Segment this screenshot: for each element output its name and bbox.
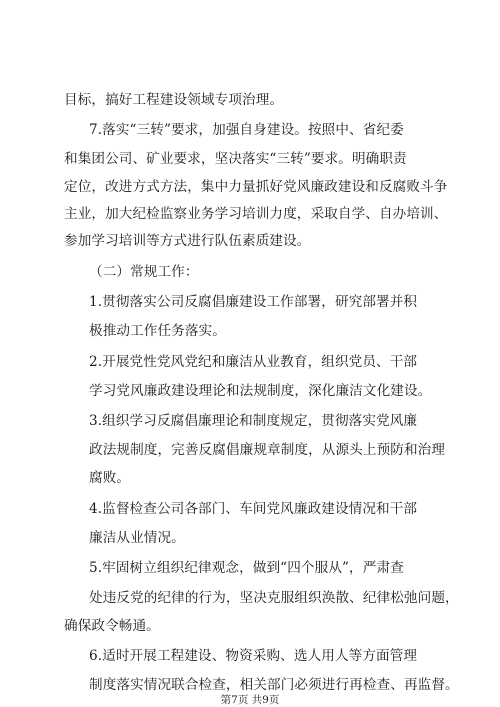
text-line: 政法规制度，完善反腐倡廉规章制度，从源头上预防和治理 (89, 442, 446, 458)
text-line: 主业，加大纪检监察业务学习培训力度，采取自学、自办培训、 (64, 206, 448, 222)
text-line: 定位，改进方式方法，集中力量抓好党风廉政建设和反腐败斗争 (64, 179, 448, 195)
text-line: 2.开展党性党风党纪和廉洁从业教育，组织党员、干部 (89, 354, 418, 370)
text-line: 5.牢固树立组织纪律观念，做到“四个服从”，严肃查 (89, 560, 404, 576)
text-line: 廉洁从业情况。 (89, 530, 185, 546)
text-line: 目标，搞好工程建设领域专项治理。 (64, 92, 284, 108)
text-line: 处违反党的纪律的行为，坚决克服组织涣散、纪律松弛问题， (89, 590, 459, 606)
text-line: 和集团公司、矿业要求，坚决落实“三转”要求。明确职责 (64, 151, 407, 167)
text-line: 1.贯彻落实公司反腐倡廉建设工作部署，研究部署并积 (89, 294, 418, 310)
text-line: 6.适时开展工程建设、物资采购、选人用人等方面管理 (89, 648, 418, 664)
text-line: 极推动工作任务落实。 (89, 323, 226, 339)
text-line: 制度落实情况联合检查，相关部门必须进行再检查、再监督。 (89, 677, 459, 693)
section-heading: （二）常规工作： (89, 264, 199, 280)
text-line: 腐败。 (89, 470, 131, 486)
page-number-footer: 第7页 共9页 (220, 694, 280, 706)
text-line: 3.组织学习反腐倡廉理论和制度规定，贯彻落实党风廉 (89, 413, 418, 429)
text-line: 7.落实“三转”要求，加强自身建设。按照中、省纪委 (89, 122, 404, 138)
text-line: 确保政令畅通。 (64, 618, 160, 634)
text-line: 参加学习培训等方式进行队伍素质建设。 (64, 233, 311, 249)
text-line: 学习党风廉政建设理论和法规制度，深化廉洁文化建设。 (89, 383, 432, 399)
text-line: 4.监督检查公司各部门、车间党风廉政建设情况和干部 (89, 501, 418, 517)
